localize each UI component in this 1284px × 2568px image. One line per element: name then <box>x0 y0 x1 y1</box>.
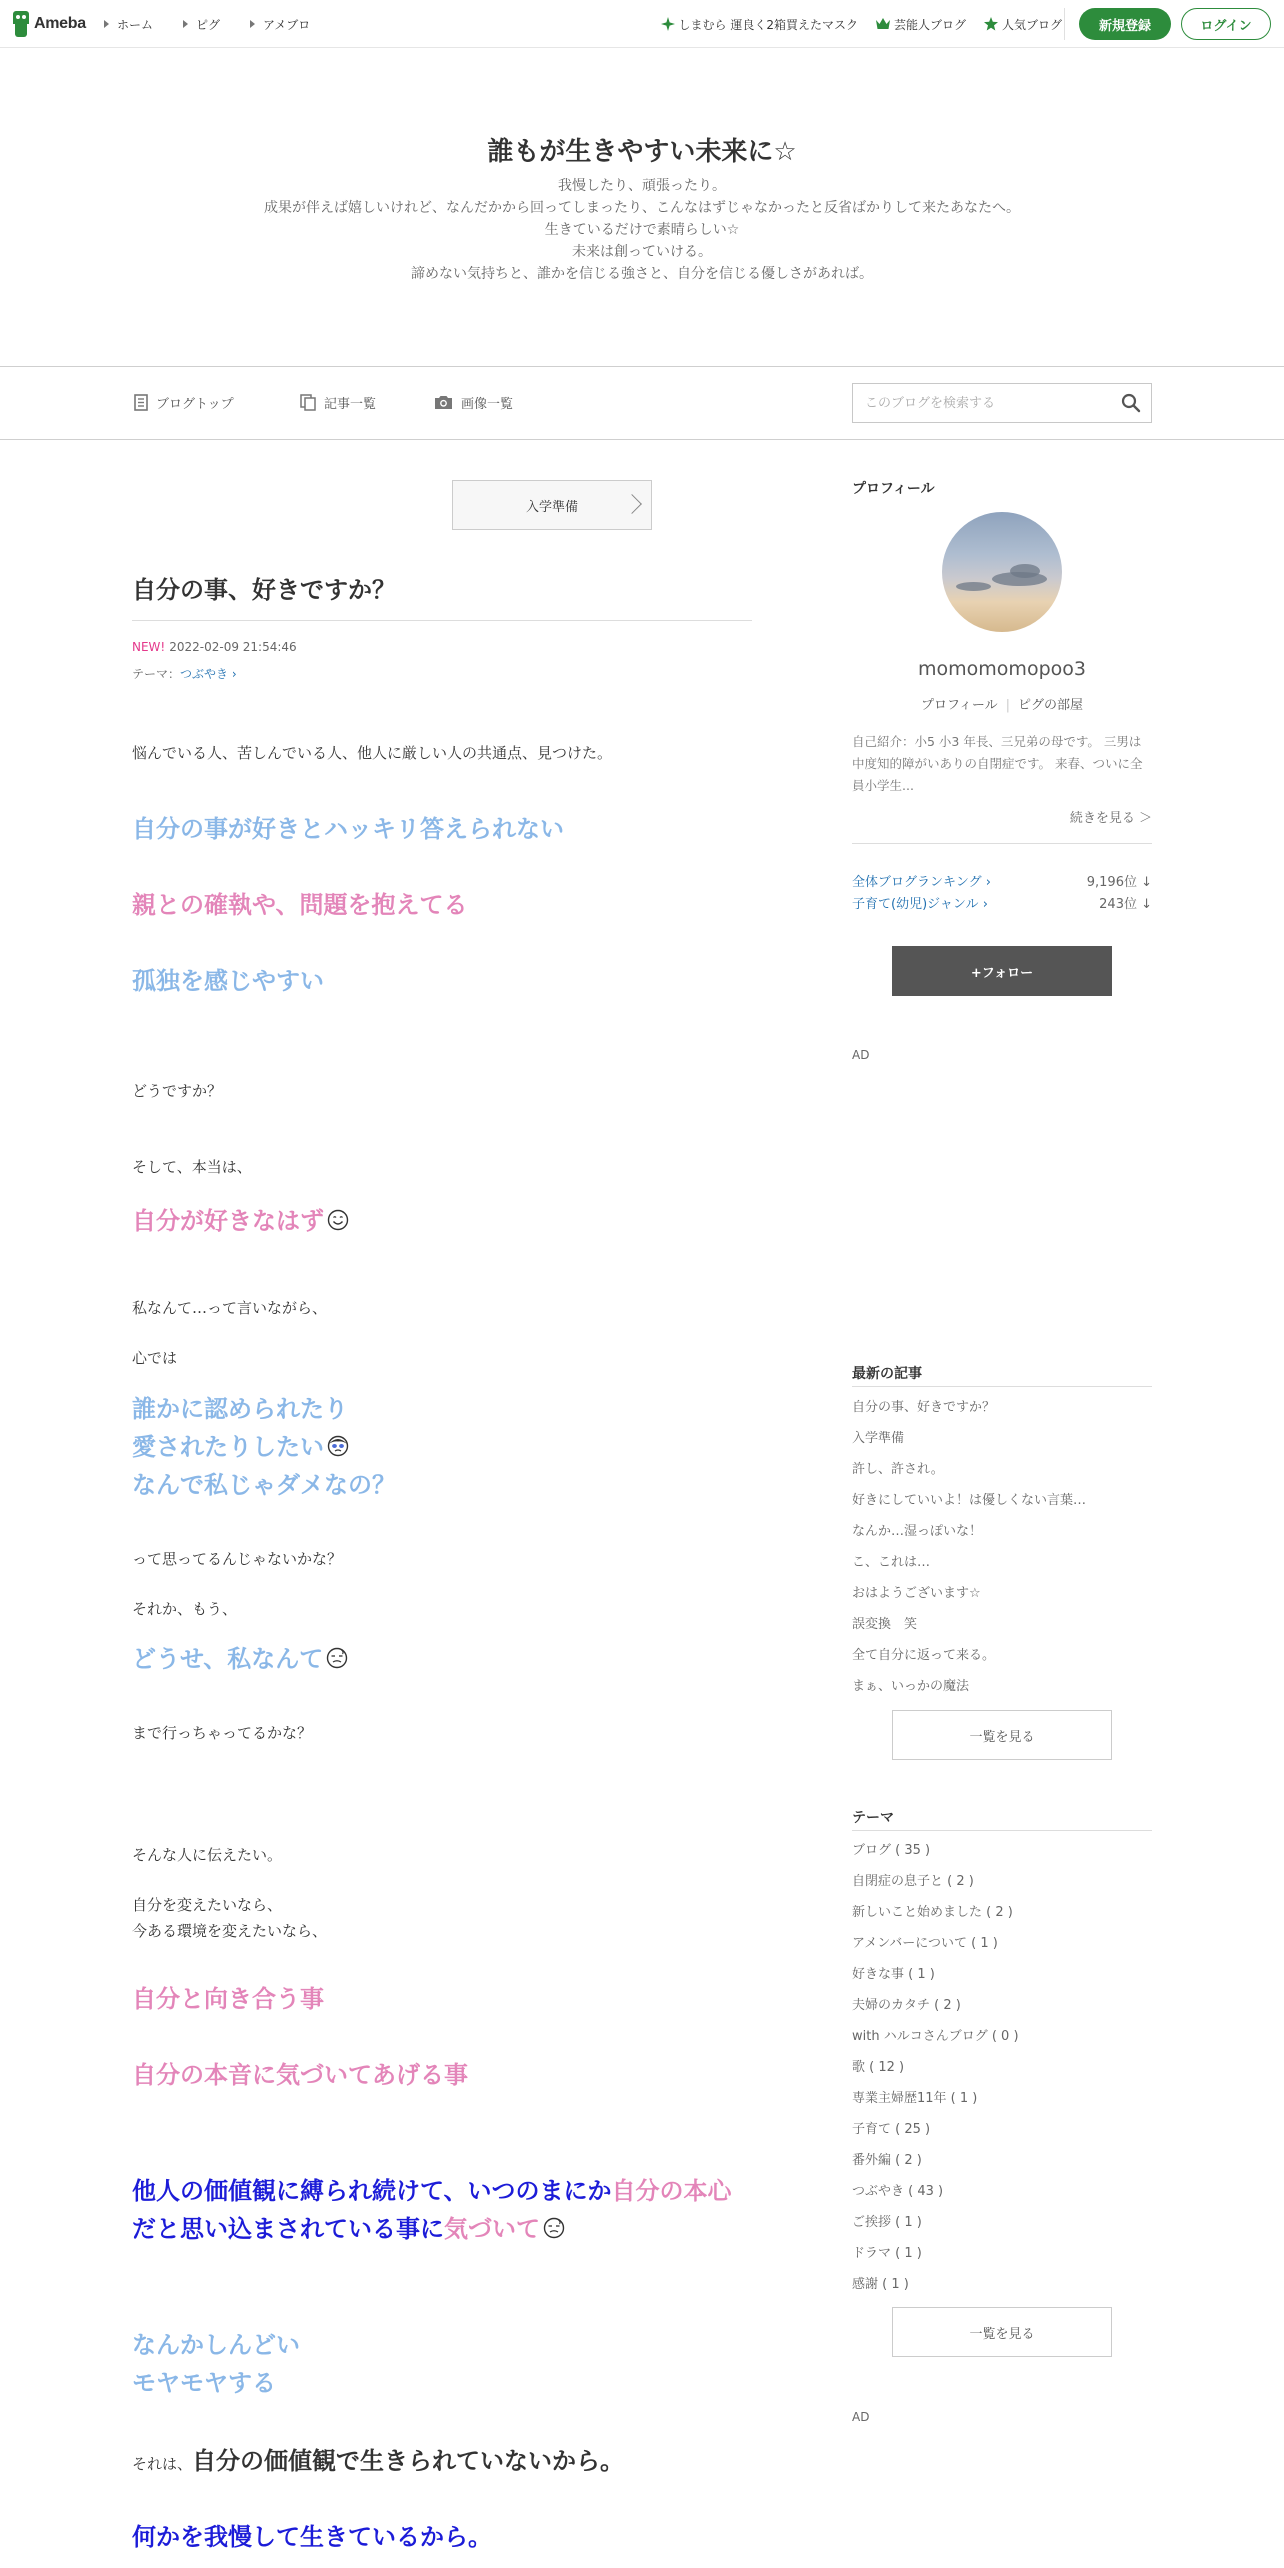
theme-link[interactable]: 好きな事 ( 1 ) <box>852 1967 935 1982</box>
camera-icon <box>434 395 453 410</box>
paragraph: それか、もう、 <box>132 1600 238 1618</box>
blog-description-line: 成果が伴えば嬉しいけれど、なんだかから回ってしまったり、こんなはずじゃなかったと反省ばかりして来たあなたへ。 <box>264 200 1020 216</box>
highlight-heading: 自分の事が好きとハッキリ答えられない <box>132 815 564 843</box>
global-header <box>0 0 1284 48</box>
highlight-heading: 自分と向き合う事 <box>132 1985 324 2013</box>
themes-more-button[interactable]: 一覧を見る <box>892 2307 1112 2357</box>
divider <box>852 1386 1152 1387</box>
paragraph: そして、本当は、 <box>132 1158 252 1176</box>
recent-entry-link[interactable]: こ、これは… <box>852 1555 931 1570</box>
previous-entry-button[interactable]: 入学準備 <box>452 480 652 530</box>
follow-button[interactable]: +フォロー <box>892 946 1112 996</box>
paragraph: 私なんて…って言いながら、 <box>132 1299 328 1317</box>
theme-link[interactable]: ドラマ ( 1 ) <box>852 2246 922 2261</box>
ranking-overall-value: 9,196位 ↓ <box>1086 875 1152 890</box>
ad-label: AD <box>852 2410 870 2424</box>
ameba-logo[interactable] <box>11 11 86 37</box>
highlight-heading: モヤモヤする <box>132 2369 276 2397</box>
popular-blog-link[interactable]: 人気ブログ <box>984 16 1062 33</box>
register-button[interactable]: 新規登録 <box>1079 8 1171 40</box>
paragraph: どうですか？ <box>132 1082 223 1100</box>
highlight-heading: どうせ、私なんて <box>132 1640 348 1678</box>
themes-heading: テーマ <box>852 1810 894 1826</box>
crying-emoji-icon <box>327 1435 349 1457</box>
recent-entry-link[interactable]: 好きにしていいよ！は優しくない言葉… <box>852 1493 1087 1508</box>
image-list-link[interactable]: 画像一覧 <box>434 393 513 412</box>
entry-list-link[interactable]: 記事一覧 <box>300 393 376 412</box>
read-more-link[interactable]: 続きを見る ＞ <box>1069 811 1152 826</box>
ranking-genre <box>852 893 1152 912</box>
entry-meta <box>132 640 297 654</box>
recent-entry-link[interactable]: まぁ、いっかの魔法 <box>852 1679 970 1694</box>
paragraph: それは、自分の価値観で生きられていないから。 <box>132 2447 625 2475</box>
highlight-heading: 自分の本音に気づいてあげる事 <box>132 2061 468 2089</box>
blog-title[interactable]: 誰もが生きやすい未来に☆ <box>487 137 797 167</box>
blog-description-line: 未来は創っていける。 <box>572 244 712 260</box>
profile-name[interactable]: momomomopoo3 <box>918 658 1086 680</box>
nav-home[interactable]: ホーム <box>104 16 153 33</box>
sparkle-icon <box>661 17 675 31</box>
paragraph: って思ってるんじゃないかな？ <box>132 1550 343 1568</box>
copy-icon <box>300 394 316 411</box>
recent-entry-link[interactable]: おはようございます☆ <box>852 1586 981 1601</box>
highlight-heading: 孤独を感じやすい <box>132 967 324 995</box>
article-column <box>132 440 752 2568</box>
paragraph: 悩んでいる人、苦しんでいる人、他人に厳しい人の共通点、見つけた。 <box>132 744 613 762</box>
pigg-room-link[interactable]: ピグの部屋 <box>1018 698 1084 713</box>
theme-link[interactable]: アメンバーについて ( 1 ) <box>852 1936 998 1951</box>
nav-ameblo[interactable]: アメブロ <box>250 16 310 33</box>
highlight-heading: なんで私じゃダメなの？ <box>132 1471 396 1499</box>
ranking-genre-value: 243位 ↓ <box>1099 897 1152 912</box>
blog-search <box>852 383 1152 423</box>
theme-link[interactable]: 専業主婦歴11年 ( 1 ) <box>852 2091 978 2106</box>
caret-right-icon <box>183 20 188 28</box>
blog-top-link[interactable]: ブログトップ <box>134 393 234 412</box>
nav-pigg[interactable]: ピグ <box>183 16 220 33</box>
paragraph: まで行っちゃってるかな？ <box>132 1724 313 1742</box>
blog-description <box>0 175 1284 285</box>
paragraph: 心では <box>132 1349 178 1367</box>
highlight-heading: だと思い込まされている事に気づいて <box>132 2210 565 2248</box>
avatar[interactable] <box>942 512 1062 632</box>
celebrity-blog-link[interactable]: 芸能人ブログ <box>876 16 966 33</box>
theme-link[interactable]: つぶやき ( 43 ) <box>852 2184 944 2199</box>
profile-intro: 自己紹介：小5 小3 年長、三兄弟の母です。 三男は中度知的障がいありの自閉症です。 来春、ついに全員小学生... <box>852 734 1143 793</box>
star-icon <box>984 17 998 31</box>
paragraph: 自分を変えたいなら、 <box>132 1896 283 1914</box>
recent-entry-link[interactable]: 入学準備 <box>852 1431 905 1446</box>
entry-title[interactable]: 自分の事、好きですか？ <box>132 576 396 604</box>
blog-search-input[interactable] <box>853 384 1103 422</box>
highlight-heading: なんかしんどい <box>132 2331 300 2359</box>
recent-entry-link[interactable]: 許し、許され。 <box>852 1462 944 1477</box>
recent-entry-link[interactable]: 自分の事、好きですか？ <box>852 1400 996 1415</box>
divider <box>852 1830 1152 1831</box>
search-icon[interactable] <box>1121 393 1141 413</box>
blog-description-line: 諦めない気持ちと、誰かを信じる強さと、自分を信じる優しさがあれば。 <box>411 266 873 282</box>
recent-entry-link[interactable]: 全て自分に返って来る。 <box>852 1648 996 1663</box>
ranking-overall <box>852 871 1152 890</box>
entry-date: 2022-02-09 21:54:46 <box>169 640 297 654</box>
theme-link[interactable]: 自閉症の息子と ( 2 ) <box>852 1874 974 1889</box>
profile-link[interactable]: プロフィール <box>920 698 998 713</box>
document-icon <box>134 394 148 411</box>
title-divider <box>132 620 752 621</box>
theme-link[interactable]: ご挨拶 ( 1 ) <box>852 2215 922 2230</box>
theme-link[interactable]: 子育て ( 25 ) <box>852 2122 931 2137</box>
header-divider <box>1064 8 1065 40</box>
theme-link[interactable]: with ハルコさんブログ ( 0 ) <box>852 2029 1019 2044</box>
blog-description-line: 生きているだけで素晴らしい☆ <box>544 222 740 238</box>
sigh-emoji-icon <box>326 1647 348 1669</box>
sigh-emoji-icon <box>543 2217 565 2239</box>
new-badge: NEW! <box>132 640 166 654</box>
entry-theme-link[interactable]: つぶやき › <box>180 667 237 681</box>
highlight-heading: 他人の価値観に縛られ続けて、いつのまにか自分の本心 <box>132 2177 732 2205</box>
blog-description-line: 我慢したり、頑張ったり。 <box>558 178 726 194</box>
paragraph: 今ある環境を変えたいなら、 <box>132 1922 328 1940</box>
theme-link[interactable]: ブログ ( 35 ) <box>852 1843 931 1858</box>
ameba-logo-icon <box>11 11 31 37</box>
crown-icon <box>876 18 890 30</box>
theme-link[interactable]: 夫婦のカタチ ( 2 ) <box>852 1998 961 2013</box>
profile-links: プロフィール | ピグの部屋 <box>920 698 1084 713</box>
header-links <box>643 0 1062 48</box>
profile-heading: プロフィール <box>852 481 935 497</box>
highlight-heading: 誰かに認められたり <box>132 1395 348 1423</box>
blog-nav <box>0 366 1284 440</box>
highlight-heading: 自分が好きなはず <box>132 1202 349 1240</box>
smile-emoji-icon <box>327 1209 349 1231</box>
caret-right-icon <box>250 20 255 28</box>
trending-topic-link[interactable]: しまむら 運良く2箱買えたマスク <box>661 16 858 33</box>
theme-link[interactable]: 歌 ( 12 ) <box>852 2060 905 2075</box>
recent-entries-more-button[interactable]: 一覧を見る <box>892 1710 1112 1760</box>
divider <box>852 843 1152 844</box>
theme-link[interactable]: 番外編 ( 2 ) <box>852 2153 922 2168</box>
login-button[interactable]: ログイン <box>1181 8 1271 40</box>
logo-text: Ameba <box>34 15 86 32</box>
blog-header <box>0 48 1284 366</box>
highlight-heading: 親との確執や、問題を抱えてる <box>132 891 468 919</box>
ad-label: AD <box>852 1048 870 1062</box>
paragraph: そんな人に伝えたい。 <box>132 1846 283 1864</box>
recent-entry-link[interactable]: 誤変換 笑 <box>852 1617 918 1632</box>
theme-link[interactable]: 新しいこと始めました ( 2 ) <box>852 1905 1013 1920</box>
recent-entries-heading: 最新の記事 <box>852 1366 922 1382</box>
highlight-heading: 何かを我慢して生きているから。 <box>132 2523 492 2551</box>
global-nav <box>104 0 340 48</box>
theme-link[interactable]: 感謝 ( 1 ) <box>852 2277 909 2292</box>
chevron-right-icon <box>622 494 642 514</box>
caret-right-icon <box>104 20 109 28</box>
ranking-overall-link[interactable]: 全体ブログランキング › <box>852 875 991 890</box>
highlight-heading: 愛されたりしたい <box>132 1428 349 1466</box>
entry-theme: テーマ：つぶやき › <box>132 665 237 682</box>
ranking-genre-link[interactable]: 子育て(幼児)ジャンル › <box>852 897 988 912</box>
recent-entry-link[interactable]: なんか…湿っぽいな！ <box>852 1524 983 1539</box>
